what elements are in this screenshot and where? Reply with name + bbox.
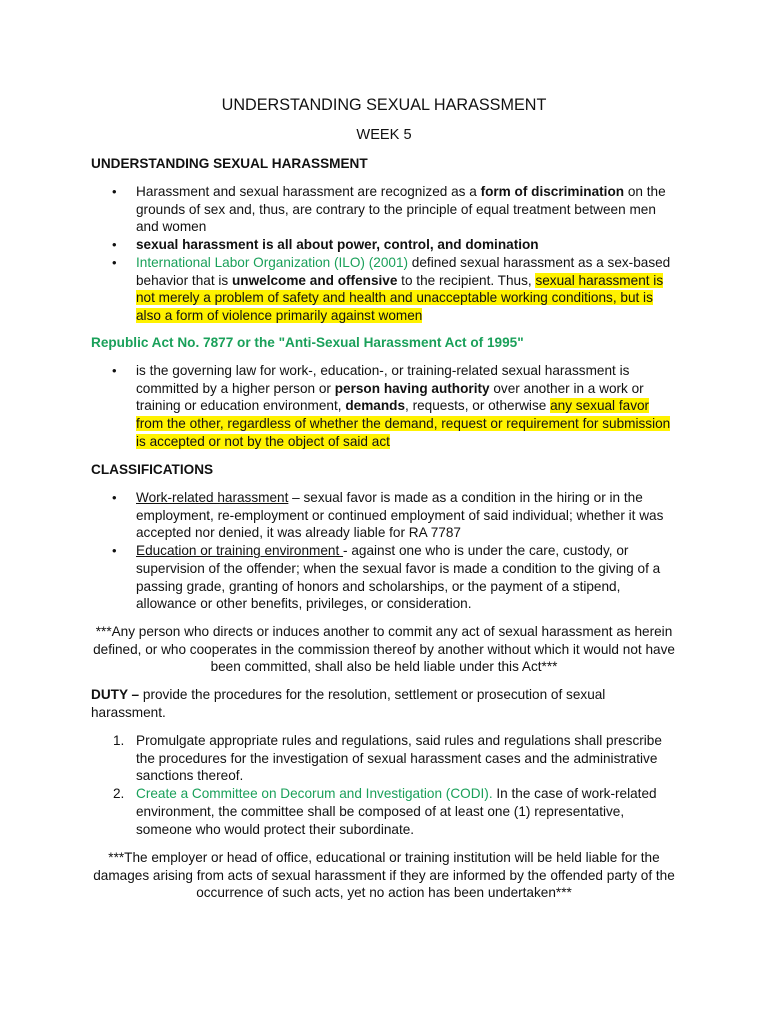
bullet-icon: •: [112, 490, 117, 505]
bullet-icon: •: [112, 254, 117, 270]
list-item: • International Labor Organization (ILO) (2001) defined sexual harassment as a sex-based behavior that is unwelcome and offensive to the recipient. Thus, sexual harassment is not merely a problem of safety and health and unacceptable working conditions, but is also a form of violence primarily against women: [112, 254, 671, 323]
section-heading-republic-act: Republic Act No. 7877 or the "Anti-Sexual Harassment Act of 1995": [91, 335, 524, 350]
document-title: UNDERSTANDING SEXUAL HARASSMENT: [221, 96, 547, 114]
classifications-list: [0, 489, 768, 613]
highlighted-text: any sexual favor from the other, regardless of whether the demand, request or requirement for submission is accepted or not by the object of said act: [136, 398, 671, 449]
section2-bullet-list: [0, 362, 768, 451]
bullet-icon: •: [112, 184, 117, 199]
list-item: • Harassment and sexual harassment are recognized as a form of discrimination on the grounds of sex and, thus, are contrary to the principle of equal treatment between men and women: [112, 184, 666, 235]
bullet-icon: •: [112, 363, 117, 378]
section-heading-classifications: CLASSIFICATIONS: [91, 462, 214, 477]
liability-note: ***Any person who directs or induces another to commit any act of sexual harassment as herein defined, or who cooperates in the commission thereof by another without which it would not have been committed, shall also be held liable under this Act***: [93, 624, 675, 675]
list-item: • Education or training environment - against one who is under the care, custody, or supervision of the offender; when the sexual favor is made a condition to the giving of a passing grade, granting of honors and scholarships, or the payment of a stipend, allowance or other benefits, privileges, or consideration.: [112, 543, 661, 612]
codi-reference: Create a Committee on Decorum and Investigation (CODI).: [136, 786, 493, 802]
list-item: 1. Promulgate appropriate rules and regulations, said rules and regulations shall prescribe the procedures for the investigation of sexual harassment cases and the administrative sanctions thereof.: [113, 733, 662, 784]
bullet-icon: •: [112, 543, 117, 559]
duty-numbered-list: [0, 732, 768, 838]
list-item: • Work-related harassment – sexual favor is made as a condition in the hiring or in the employment, re-employment or continued employment of said individual; whether it was accepted nor denied, it was already liable for RA 7787: [112, 490, 664, 541]
list-item: • sexual harassment is all about power, control, and domination: [112, 237, 539, 253]
week-label: WEEK 5: [356, 127, 412, 143]
highlighted-text: sexual harassment is not merely a problem of safety and health and unacceptable working conditions, but is also a form of violence primarily against women: [136, 272, 664, 323]
duty-paragraph: DUTY – provide the procedures for the resolution, settlement or prosecution of sexual harassment.: [91, 687, 606, 720]
list-item: • is the governing law for work-, education-, or training-related sexual harassment is committed by a higher person or person having authority over another in a work or training or education environment, demands, requests, or otherwise any sexual favor from the other, regardless of whether the demand, request or requirement for submission is accepted or not by the object of said act: [112, 363, 671, 449]
section1-bullet-list: [0, 183, 768, 325]
employer-liability-note: ***The employer or head of office, educational or training institution will be held liable for the damages arising from acts of sexual harassment if they are informed by the offended party of the occurrence of such acts, yet no action has been undertaken***: [93, 850, 675, 901]
ilo-reference: International Labor Organization (ILO) (2001): [136, 254, 409, 270]
section-heading-understanding: UNDERSTANDING SEXUAL HARASSMENT: [91, 156, 368, 171]
list-item: 2. Create a Committee on Decorum and Investigation (CODI). In the case of work-related environment, the committee shall be composed of at least one (1) representative, someone who would protect their subordinate.: [113, 786, 657, 837]
bullet-icon: •: [112, 237, 117, 253]
